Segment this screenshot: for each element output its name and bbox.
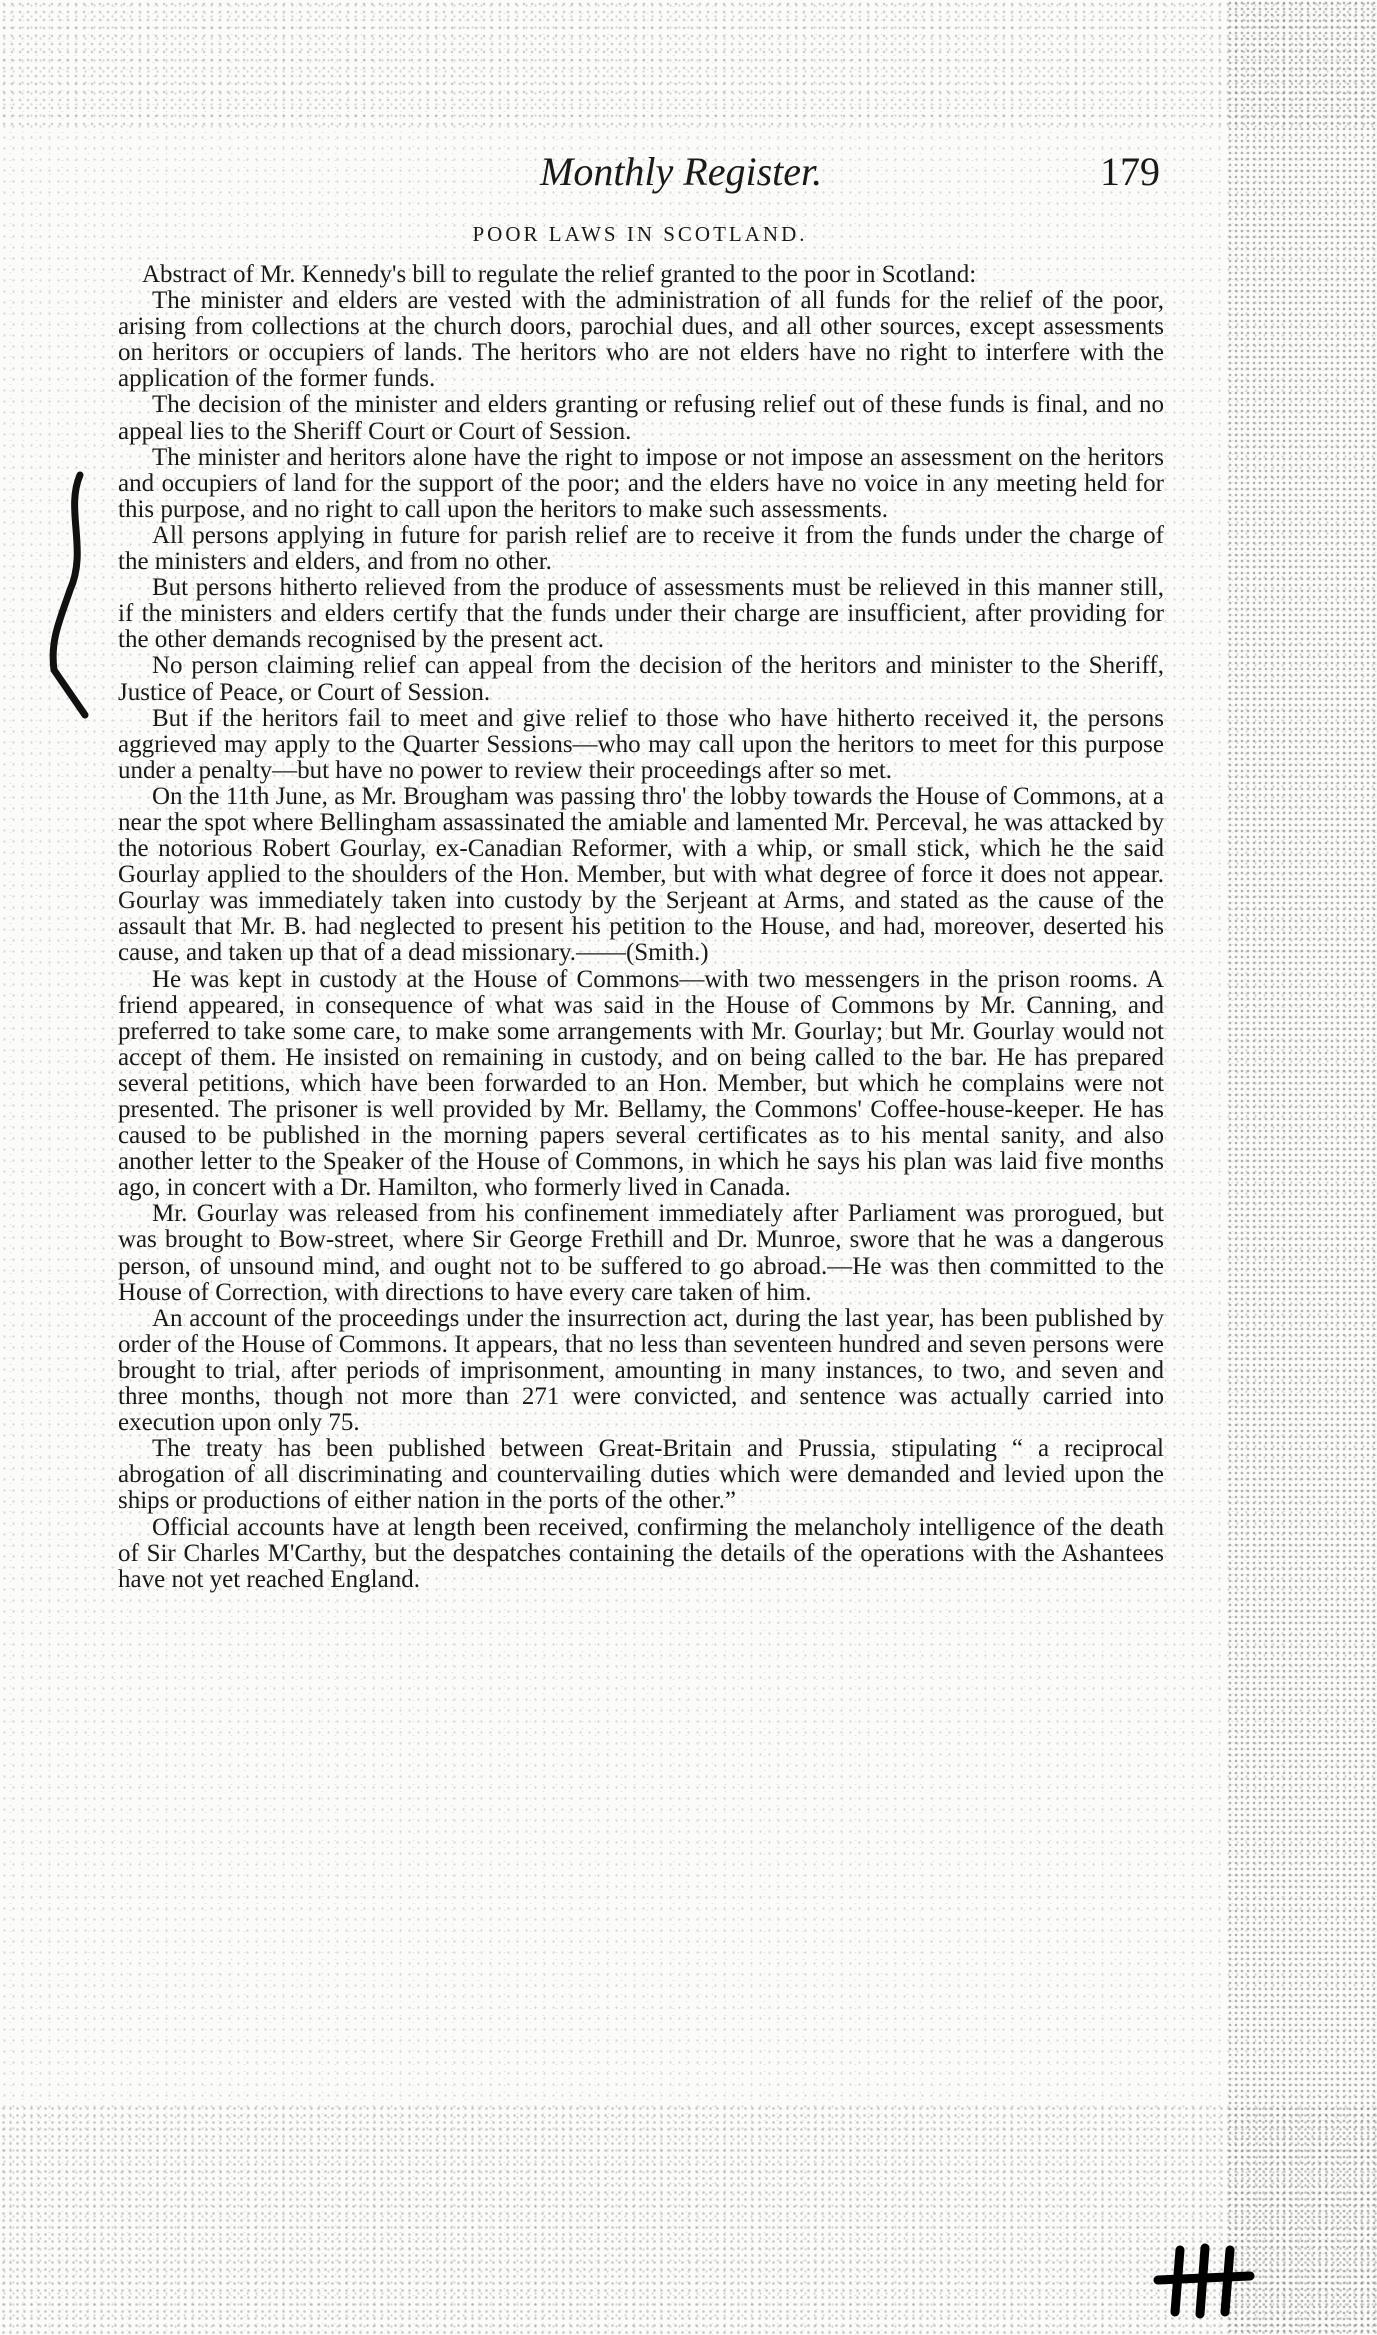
- top-edge-noise: [0, 0, 1377, 130]
- paragraph: But persons hitherto relieved from the produce of assessments must be relieved in this manner still, if the ministers and elders certify that the funds under their charge are insufficient, after providing for the other demands recognised by the present act.: [118, 574, 1164, 654]
- page-number: 179: [1100, 149, 1160, 194]
- paragraph: He was kept in custody at the House of Commons—with two messengers in the prison rooms. A friend appeared, in consequence of what was said in the House of Commons by Mr. Canning, and preferred to take some care, to make some arrangements with Mr. Gourlay; but Mr. Gourlay would not accept of them. He insisted on remaining in custody, and on being called to the bar. He has prepared several petitions, which have been forwarded to an Hon. Member, but which he complains were not presented. The prisoner is well provided by Mr. Bellamy, the Commons' Coffee-house-keeper. He has caused to be published in the morning papers several certificates as to his mental sanity, and also another letter to the Speaker of the House of Commons, in which he says his plan was laid five months ago, in concert with a Dr. Hamilton, who formerly lived in Canada.: [118, 965, 1164, 1202]
- paragraph: An account of the proceedings under the insurrection act, during the last year, has been published by order of the House of Commons. It appears, that no less than seventeen hundred and seven persons were brought to trial, after periods of imprisonment, amounting in many instances, to two, and seven and three months, though not more than 271 were convicted, and sentence was actually carried into execution upon only 75.: [118, 1304, 1164, 1437]
- paragraph: But if the heritors fail to meet and give relief to those who have hitherto received it, the persons aggrieved may apply to the Quarter Sessions—who may call upon the heritors to meet for this purpose under a penalty—but have no power to review their proceedings after so met.: [118, 704, 1164, 784]
- library-shelf-mark: [1150, 2240, 1260, 2320]
- section-title: POOR LAWS IN SCOTLAND.: [472, 222, 808, 246]
- article-body: [118, 262, 1164, 1593]
- paragraph: The minister and elders are vested with the administration of all funds for the relief of the poor, arising from collections at the church doors, parochial dues, and all other sources, except assessments on heritors or occupiers of lands. The heritors who are not elders have no right to interfere with the application of the former funds.: [118, 287, 1164, 393]
- page-header: [120, 148, 1160, 198]
- paragraph: The decision of the minister and elders granting or refusing relief out of these funds is final, and no appeal lies to the Sheriff Court or Court of Session.: [118, 391, 1164, 445]
- paragraph: Abstract of Mr. Kennedy's bill to regulate the relief granted to the poor in Scotland:: [142, 261, 977, 288]
- running-head: Monthly Register.: [540, 149, 823, 194]
- paragraph: No person claiming relief can appeal from the decision of the heritors and minister to the Sheriff, Justice of Peace, or Court of Session.: [118, 652, 1164, 706]
- right-edge-noise: [1227, 0, 1377, 2335]
- paragraph: The minister and heritors alone have the right to impose or not impose an assessment on the heritors and occupiers of land for the support of the poor; and the elders have no voice in any meeting held for this purpose, and no right to call upon the heritors to make such assessments.: [118, 443, 1164, 523]
- paragraph: All persons applying in future for parish relief are to receive it from the funds under the charge of the ministers and elders, and from no other.: [118, 521, 1164, 576]
- paragraph: On the 11th June, as Mr. Brougham was passing thro' the lobby towards the House of Commons, at a near the spot where Bellingham assassinated the amiable and lamented Mr. Perceval, he was attacked by the notorious Robert Gourlay, ex-Canadian Reformer, with a whip, or small stick, which he the said Gourlay applied to the shoulders of the Hon. Member, but with what degree of force it does not appear. Gourlay was immediately taken into custody by the Serjeant at Arms, and stated as the cause of the assault that Mr. B. had neglected to present his petition to the House, and had, moreover, deserted his cause, and taken up that of a dead missionary.——(Smith.): [118, 782, 1164, 967]
- paragraph: The treaty has been published between Great-Britain and Prussia, stipulating “ a reciprocal abrogation of all discriminating and countervailing duties which were demanded and levied upon the ships or productions of either nation in the ports of the other.”: [118, 1435, 1164, 1515]
- paragraph: Mr. Gourlay was released from his confinement immediately after Parliament was prorogued, but was brought to Bow-street, where Sir George Frethill and Dr. Munroe, swore that he was a dangerous person, of unsound mind, and ought not to be suffered to go abroad.—He was then committed to the House of Correction, with directions to have every care taken of him.: [118, 1200, 1164, 1306]
- margin-bracket-mark: [40, 470, 100, 720]
- paragraph: Official accounts have at length been received, confirming the melancholy intelligence of the death of Sir Charles M'Carthy, but the despatches containing the details of the operations with the Ashantees have not yet reached England.: [118, 1513, 1164, 1593]
